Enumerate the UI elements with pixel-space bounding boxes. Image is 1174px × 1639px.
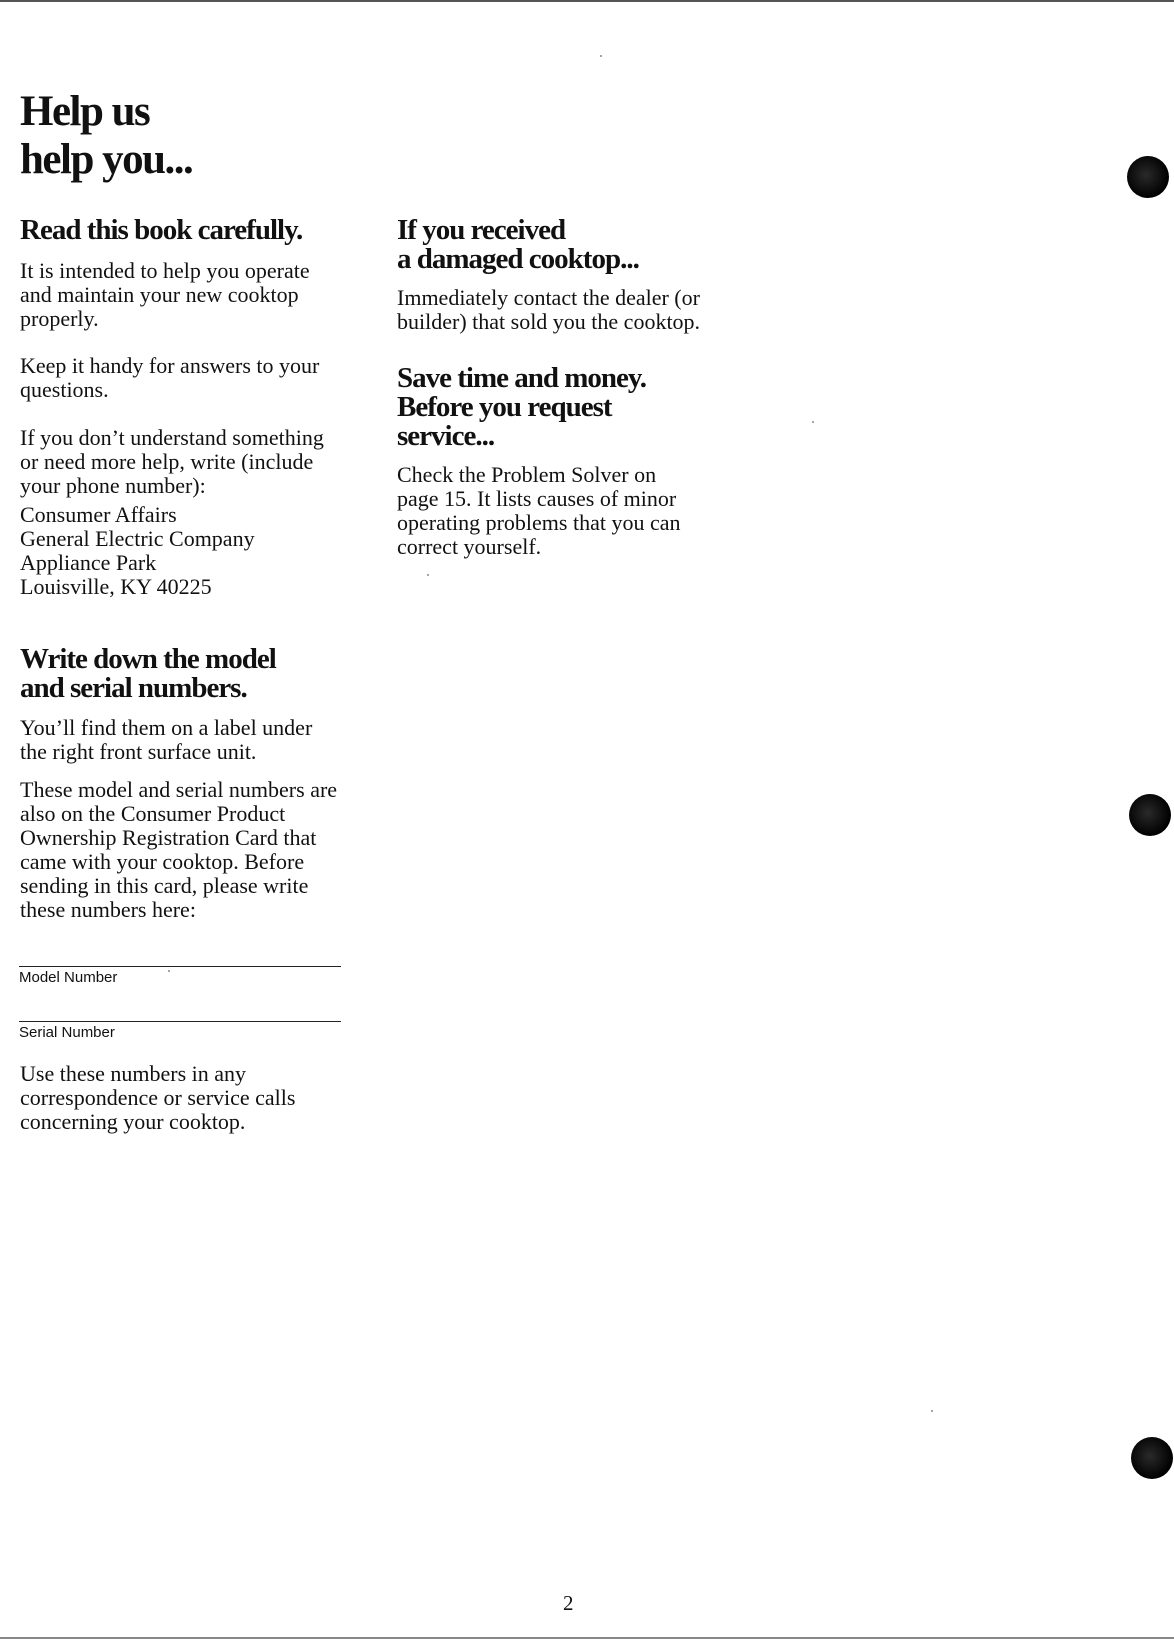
damaged-heading-line-1: If you received xyxy=(397,214,566,246)
model-para-3 xyxy=(20,1062,340,1134)
address-line-1: Consumer Affairs xyxy=(20,502,177,527)
address-line-4: Louisville, KY 40225 xyxy=(20,574,212,599)
address-line-2: General Electric Company xyxy=(20,526,255,551)
serial-number-label: Serial Number xyxy=(19,1024,115,1041)
save-section xyxy=(397,364,727,451)
model-section xyxy=(20,645,340,703)
page-title-line-2: help you... xyxy=(20,136,193,183)
model-heading xyxy=(20,645,340,703)
model-number-label: Model Number xyxy=(19,969,118,986)
scan-speck xyxy=(600,55,602,57)
model-heading-line-2: and serial numbers. xyxy=(20,672,247,704)
model-para-3-text: Use these numbers in any correspondence or service calls concerning your cooktop. xyxy=(20,1061,296,1134)
read-para-1-text: It is intended to help you operate and maintain your new cooktop properly. xyxy=(20,258,310,331)
read-section xyxy=(20,216,340,245)
model-para-2-text: These model and serial numbers are also on the Consumer Product Ownership Registration Card that came with your cooktop. Before sending in this card, please write these numbers here: xyxy=(20,777,338,922)
save-heading xyxy=(397,364,727,451)
read-para-2-text: Keep it handy for answers to your questions. xyxy=(20,353,320,402)
top-border-rule xyxy=(0,0,1174,2)
model-number-line xyxy=(19,966,341,967)
damaged-para-text: Immediately contact the dealer (or builder) that sold you the cooktop. xyxy=(397,285,701,334)
model-heading-line-1: Write down the model xyxy=(20,643,276,675)
save-heading-line-1: Save time and money. xyxy=(397,362,647,394)
scan-speck xyxy=(168,970,170,972)
damaged-heading xyxy=(397,216,727,274)
save-heading-line-3: service... xyxy=(397,420,495,452)
read-para-1 xyxy=(20,259,340,331)
read-heading: Read this book carefully. xyxy=(20,214,303,246)
save-heading-line-2: Before you request xyxy=(397,391,612,423)
scan-speck xyxy=(931,1410,933,1412)
address-line-3: Appliance Park xyxy=(20,550,157,575)
page-number: 2 xyxy=(563,1591,574,1615)
damaged-section xyxy=(397,216,727,274)
save-para-text: Check the Problem Solver on page 15. It lists causes of minor operating problems that you can correct yourself. xyxy=(397,462,681,559)
read-para-2 xyxy=(20,354,340,402)
model-para-1-text: You’ll find them on a label under the right front surface unit. xyxy=(20,715,313,764)
read-para-3 xyxy=(20,426,340,498)
model-para-2 xyxy=(20,778,340,922)
damaged-heading-line-2: a damaged cooktop... xyxy=(397,243,639,275)
read-para-3-text: If you don’t understand something or need more help, write (include your phone number): xyxy=(20,425,324,498)
page-title xyxy=(20,88,192,184)
mailing-address xyxy=(20,503,340,599)
serial-number-line xyxy=(19,1021,341,1022)
save-para xyxy=(397,463,697,559)
page-title-line-1: Help us xyxy=(20,88,150,135)
scan-speck xyxy=(812,421,814,423)
binder-hole-top xyxy=(1127,156,1169,198)
binder-hole-bottom xyxy=(1131,1437,1173,1479)
scan-speck xyxy=(427,574,429,576)
binder-hole-middle xyxy=(1129,794,1171,836)
damaged-para xyxy=(397,286,727,334)
model-para-1 xyxy=(20,716,340,764)
